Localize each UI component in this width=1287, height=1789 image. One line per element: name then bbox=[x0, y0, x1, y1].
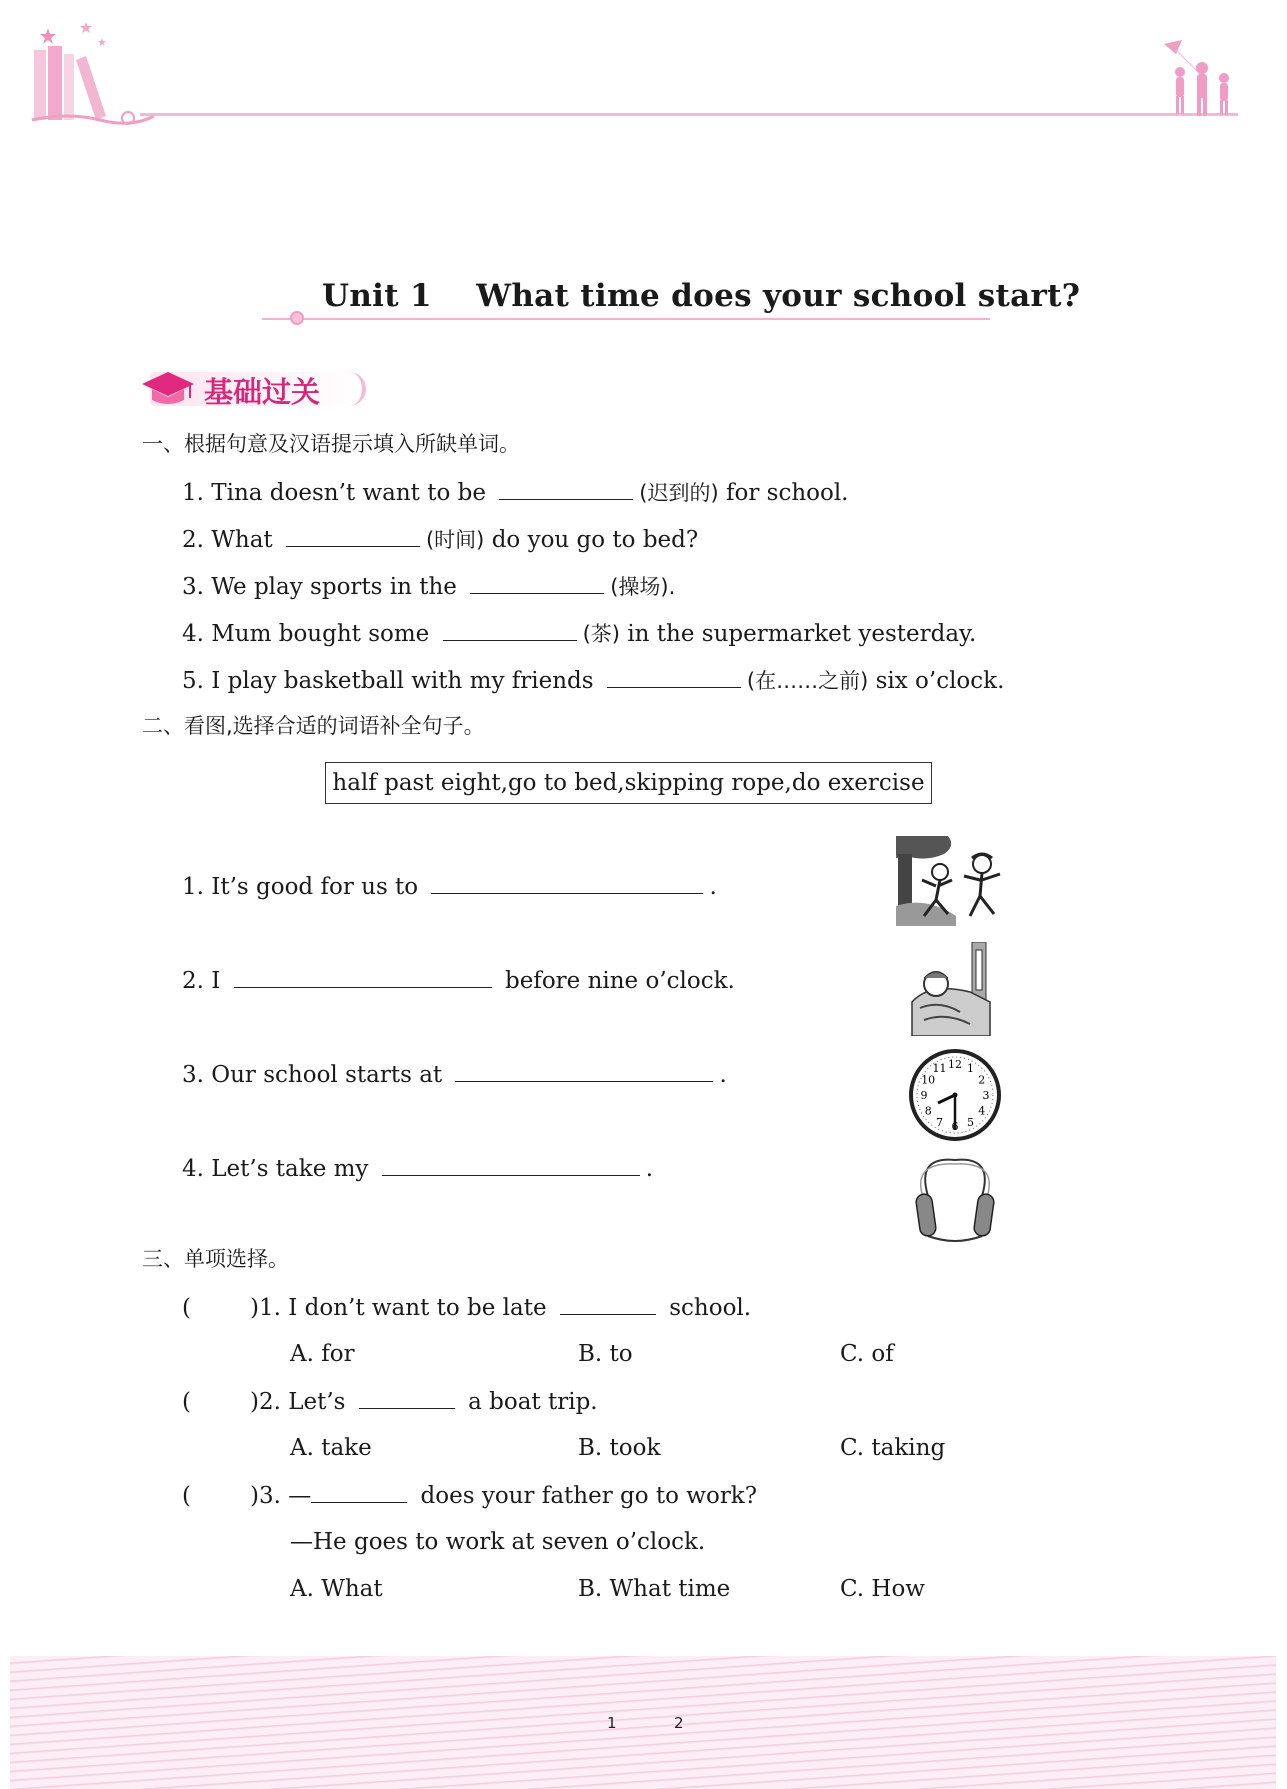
clock-numeral: 11 bbox=[932, 1062, 947, 1076]
question-2-option-a[interactable]: A. take bbox=[290, 1435, 372, 1461]
item-text: 4. Mum bought some bbox=[182, 621, 430, 647]
item-text: . bbox=[719, 1062, 727, 1088]
item-text: 1. Tina doesn’t want to be bbox=[182, 480, 486, 506]
hint-text: (在……之前) bbox=[746, 669, 869, 693]
hint-text: (迟到的) bbox=[639, 481, 719, 505]
answer-blank[interactable] bbox=[607, 667, 741, 688]
clock-numeral: 4 bbox=[978, 1104, 986, 1118]
answer-blank[interactable] bbox=[382, 1155, 640, 1176]
title-rule bbox=[262, 318, 990, 320]
item-text: for school. bbox=[725, 480, 849, 506]
part3-heading: 三、单项选择。 bbox=[142, 1247, 289, 1271]
clock-numeral: 8 bbox=[924, 1104, 932, 1118]
part1-item-2 bbox=[182, 526, 698, 555]
answer-blank[interactable] bbox=[470, 573, 604, 594]
books-logo-icon bbox=[28, 20, 158, 132]
question-text: )3. — bbox=[250, 1483, 312, 1509]
question-2-option-b[interactable]: B. took bbox=[578, 1435, 661, 1461]
answer-blank[interactable] bbox=[359, 1388, 455, 1409]
clock-icon bbox=[908, 1048, 1002, 1142]
item-text: . bbox=[645, 1156, 654, 1182]
part2-item-4 bbox=[182, 1155, 653, 1184]
item-text: in the supermarket yesterday. bbox=[627, 621, 977, 647]
question-2 bbox=[182, 1388, 598, 1417]
question-1 bbox=[182, 1294, 751, 1323]
item-text: 1. It’s good for us to bbox=[182, 874, 419, 900]
clock-numeral: 9 bbox=[920, 1089, 928, 1102]
question-3 bbox=[182, 1482, 757, 1511]
item-text: 2. I bbox=[182, 968, 221, 994]
title-dot bbox=[290, 311, 304, 325]
item-text: 5. I play basketball with my friends bbox=[182, 668, 594, 694]
question-3-option-a[interactable]: A. What bbox=[290, 1576, 383, 1602]
part1-item-5 bbox=[182, 667, 1004, 696]
question-2-option-c[interactable]: C. taking bbox=[840, 1435, 946, 1461]
item-text: do you go to bed? bbox=[491, 527, 699, 553]
word-box: half past eight,go to bed,skipping rope,do exercise bbox=[325, 762, 932, 804]
item-text: six o’clock. bbox=[875, 668, 1005, 694]
item-text: 3. We play sports in the bbox=[182, 574, 457, 600]
clock-numeral: 10 bbox=[921, 1073, 936, 1087]
answer-paren[interactable]: ( bbox=[182, 1483, 191, 1509]
answer-blank[interactable] bbox=[499, 479, 633, 500]
page-title: Unit 1 What time does your school start? bbox=[322, 278, 1081, 314]
header-kids bbox=[1160, 38, 1242, 118]
hint-text: (茶) bbox=[582, 622, 620, 646]
girl-in-bed-icon bbox=[910, 942, 1000, 1036]
question-text: )1. I don’t want to be late bbox=[250, 1295, 547, 1321]
question-3-answer: —He goes to work at seven o’clock. bbox=[290, 1529, 706, 1555]
section-label: 基础过关 bbox=[204, 375, 321, 409]
question-3-option-b[interactable]: B. What time bbox=[578, 1576, 731, 1602]
header-rule bbox=[140, 113, 1238, 116]
part1-item-4 bbox=[182, 620, 976, 649]
item-text: . bbox=[709, 874, 717, 900]
skipping-rope-icon bbox=[910, 1156, 1000, 1242]
item-text: 2. What bbox=[182, 527, 273, 553]
graduation-cap-icon bbox=[140, 366, 196, 410]
page-number-right: 2 bbox=[674, 1714, 684, 1732]
hint-text: (操场). bbox=[610, 575, 676, 599]
part2-item-3 bbox=[182, 1061, 727, 1090]
part2-heading: 二、看图,选择合适的词语补全句子。 bbox=[142, 714, 485, 738]
clock-numeral: 3 bbox=[982, 1089, 990, 1102]
question-1-option-a[interactable]: A. for bbox=[290, 1341, 355, 1367]
answer-blank[interactable] bbox=[311, 1482, 407, 1503]
question-text: )2. Let’s bbox=[250, 1389, 346, 1415]
answer-blank[interactable] bbox=[443, 620, 577, 641]
clock-numeral: 7 bbox=[936, 1115, 943, 1129]
question-1-option-b[interactable]: B. to bbox=[578, 1341, 633, 1367]
part2-item-2 bbox=[182, 967, 735, 996]
question-text: does your father go to work? bbox=[420, 1483, 758, 1509]
answer-blank[interactable] bbox=[431, 873, 703, 894]
question-text: school. bbox=[669, 1295, 752, 1321]
answer-paren[interactable]: ( bbox=[182, 1295, 191, 1321]
answer-paren[interactable]: ( bbox=[182, 1389, 191, 1415]
part1-item-3 bbox=[182, 573, 675, 602]
clock-numeral: 1 bbox=[967, 1062, 974, 1076]
clock-numeral: 5 bbox=[967, 1115, 974, 1129]
item-text: before nine o’clock. bbox=[504, 968, 735, 994]
question-3-option-c[interactable]: C. How bbox=[840, 1576, 925, 1602]
part1-item-1 bbox=[182, 479, 849, 508]
children-exercising-icon bbox=[896, 836, 1016, 926]
item-text: 4. Let’s take my bbox=[182, 1156, 369, 1182]
answer-blank[interactable] bbox=[455, 1061, 713, 1082]
part1-heading: 一、根据句意及汉语提示填入所缺单词。 bbox=[142, 432, 520, 456]
question-text: a boat trip. bbox=[468, 1389, 598, 1415]
header-logo bbox=[28, 20, 158, 132]
answer-blank[interactable] bbox=[286, 526, 420, 547]
children-kite-icon bbox=[1160, 38, 1242, 118]
item-text: 3. Our school starts at bbox=[182, 1062, 443, 1088]
page-number-left: 1 bbox=[607, 1714, 617, 1732]
clock-numeral: 6 bbox=[951, 1120, 959, 1133]
footer-band bbox=[10, 1656, 1276, 1789]
question-1-option-c[interactable]: C. of bbox=[840, 1341, 894, 1367]
part2-item-1 bbox=[182, 873, 717, 902]
answer-blank[interactable] bbox=[234, 967, 492, 988]
answer-blank[interactable] bbox=[560, 1294, 656, 1315]
hint-text: (时间) bbox=[425, 528, 485, 552]
clock-numeral: 2 bbox=[978, 1073, 986, 1087]
section-banner bbox=[140, 366, 370, 410]
clock-numeral: 12 bbox=[948, 1058, 962, 1071]
